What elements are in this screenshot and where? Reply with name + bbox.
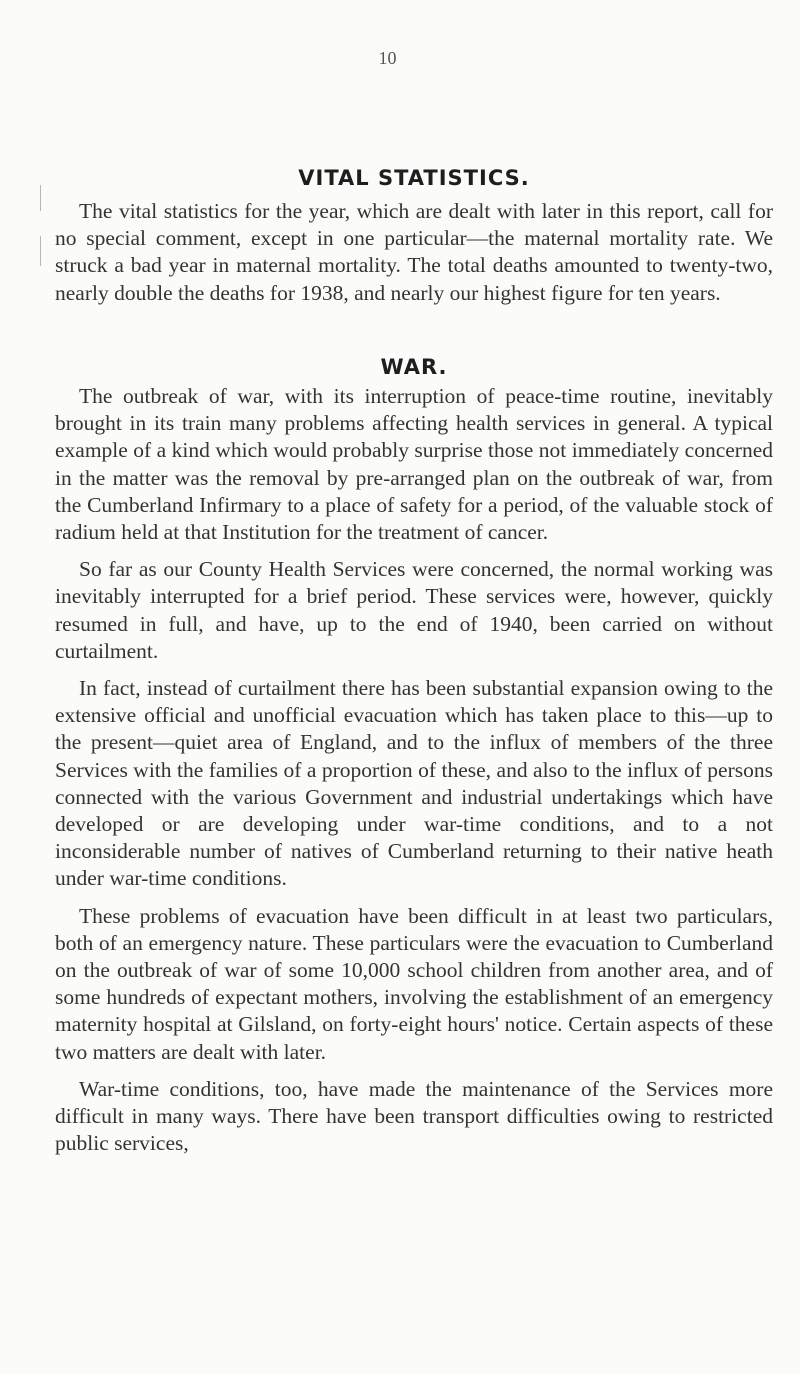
margin-mark — [40, 185, 41, 211]
paragraph: The vital statistics for the year, which are dealt with later in this report, call for no special comment, except in one particular—the maternal mortality rate. We struck a bad year in maternal mortality. The total deaths amounted to twenty-two, nearly double the deaths for 1938, and nearly our highest figure for ten years. — [55, 199, 773, 305]
vital-statistics-body — [55, 198, 773, 307]
paragraph: War-time conditions, too, have made the maintenance of the Services more difficult in many ways. There have been transport difficulties owing to restricted public services, — [55, 1076, 773, 1156]
paragraph: In fact, instead of curtailment there has been substantial expansion owing to the extensive official and unofficial evacuation which has taken place to this—up to the present—quiet area of England, and to the influx of members of the three Services with the families of a proportion of these, and also to the influx of persons connected with the various Government and industrial undertakings which have developed or are developing under war-time conditions, and to a not inconsiderable number of natives of Cumberland returning to their native heath under war-time conditions. — [55, 676, 773, 891]
paragraph: So far as our County Health Services were concerned, the normal working was inevitably interrupted for a brief period. These services were, however, quickly resumed in full, and have, up to the end of 1940, been carried on without curtailment. — [55, 557, 773, 663]
section-heading-vital-statistics: VITAL STATISTICS. — [298, 166, 530, 190]
paragraph: The outbreak of war, with its interruption of peace-time routine, inevitably brought in its train many problems affecting health services in general. A typical example of a kind which would probably surprise those not immediately concerned in the matter was the removal by pre-arranged plan on the outbreak of war, from the Cumberland Infirmary to a place of safety for a period, of the valuable stock of radium held at that Institution for the treatment of cancer. — [55, 384, 773, 545]
paragraph: These problems of evacuation have been difficult in at least two particulars, both of an emergency nature. These particulars were the evacuation to Cumberland on the outbreak of war of some 10,000 school children from another area, and of some hundreds of expectant mothers, involving the establishment of an emergency maternity hospital at Gilsland, on forty-eight hours' notice. Certain aspects of these two matters are dealt with later. — [55, 903, 773, 1064]
war-body — [55, 383, 773, 1167]
margin-mark — [40, 236, 41, 266]
page-number: 10 — [378, 48, 397, 68]
section-heading-war: WAR. — [380, 355, 448, 379]
